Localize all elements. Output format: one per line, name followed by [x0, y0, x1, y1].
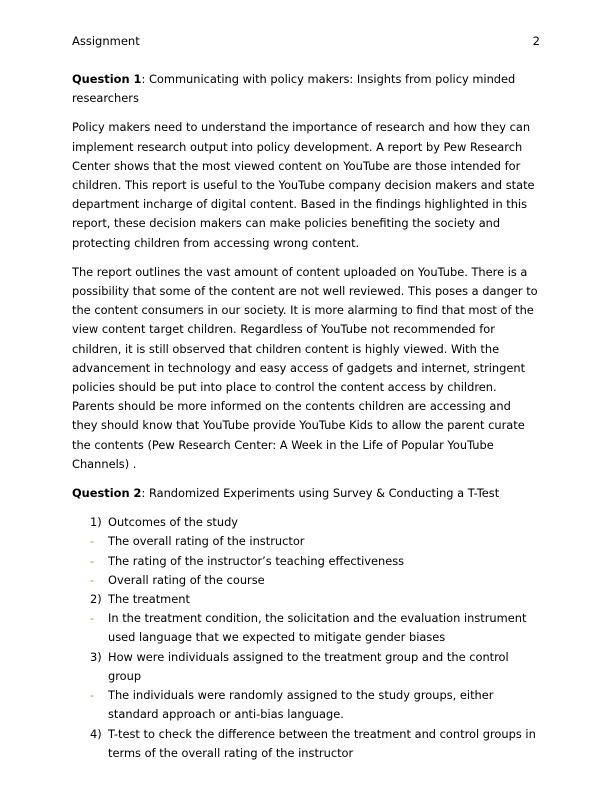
list-item [72, 532, 538, 551]
question-1-paragraph: The report outlines the vast amount of content uploaded on YouTube. There is a possibility that some of the content are not well reviewed. This poses a danger to the content consumers in our society. It is more alarming to find that most of the view content target children. Regardless of YouTube not recommended for children, it is still observed that children content is highly viewed. With the advancement in technology and easy access of gadgets and internet, stringent policies should be put into place to control the content access by children. Parents should be more informed on the contents children are accessing and they should know that YouTube provide YouTube Kids to allow the parent curate the contents (Pew Research Center: A Week in the Life of Popular YouTube Channels) . [72, 264, 538, 471]
question-2-heading [72, 484, 538, 503]
list-item-text: T-test to check the difference between the treatment and control groups in terms of the overall rating of the instructor [108, 726, 536, 760]
list-item-text: The treatment [108, 592, 190, 607]
list-item [72, 609, 538, 647]
list-item-text: How were individuals assigned to the treatment group and the control group [108, 649, 509, 683]
list-item-text: Outcomes of the study [108, 515, 239, 530]
list-item-text: The rating of the instructor’s teaching effectiveness [108, 553, 405, 568]
dash-bullet: - [90, 611, 95, 626]
list-marker: 3) [90, 649, 102, 664]
list-item-text: Overall rating of the course [108, 572, 265, 587]
list-item [72, 725, 538, 763]
question-1-paragraph: Policy makers need to understand the importance of research and how they can implement research output into policy development. A report by Pew Research Center shows that the most viewed content on YouTube are those intended for children. This report is useful to the YouTube company decision makers and state department incharge of digital content. Based in the findings highlighted in this report, these decision makers can make policies benefiting the society and protecting children from accessing wrong content. [72, 120, 535, 250]
list-item [72, 571, 538, 590]
list-item [72, 648, 538, 686]
list-marker: 4) [90, 726, 102, 741]
list-item-text: In the treatment condition, the solicitation and the evaluation instrument used language that we expected to mitigate gender biases [108, 611, 527, 645]
list-item [72, 513, 538, 532]
list-item [72, 552, 538, 571]
dash-bullet: - [90, 572, 95, 587]
header-title: Assignment [72, 34, 140, 48]
dash-bullet: - [90, 534, 95, 549]
list-item [72, 590, 538, 609]
list-item-text: The overall rating of the instructor [108, 534, 305, 549]
question-1-label: Question 1 [72, 72, 142, 86]
page-header [72, 34, 540, 48]
question-1-title: : Communicating with policy makers: Insights from policy minded researchers [72, 72, 516, 106]
list-marker: 2) [90, 592, 102, 607]
dash-bullet: - [90, 553, 95, 568]
question-2-label: Question 2 [72, 486, 142, 501]
list-item-text: The individuals were randomly assigned to the study groups, either standard approach or anti-bias language. [108, 688, 494, 722]
question-2-list [72, 513, 538, 763]
document-body [72, 70, 538, 763]
page-number: 2 [532, 34, 540, 48]
question-2-title: : Randomized Experiments using Survey & Conducting a T-Test [141, 486, 500, 501]
question-1-heading [72, 70, 538, 108]
list-item [72, 686, 538, 724]
list-marker: 1) [90, 515, 102, 530]
dash-bullet: - [90, 688, 95, 703]
